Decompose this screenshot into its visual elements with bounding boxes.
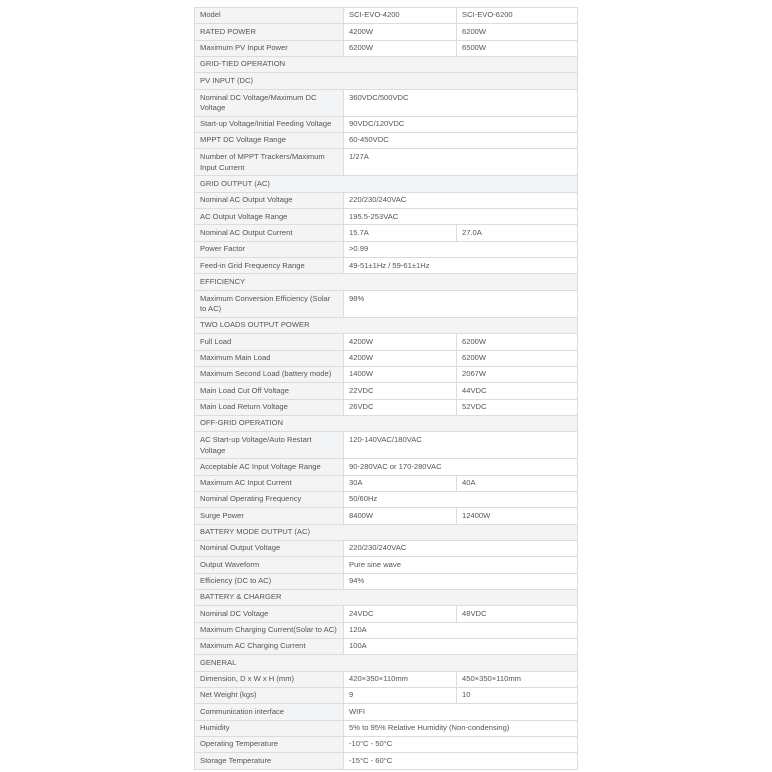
spec-value-model-2: 6200W: [457, 24, 578, 40]
spec-label: Surge Power: [195, 508, 344, 524]
section-header-row: [195, 274, 578, 290]
spec-row: [195, 606, 578, 622]
spec-label: Maximum Conversion Efficiency (Solar to AC): [195, 290, 344, 317]
spec-label: Maximum Charging Current(Solar to AC): [195, 622, 344, 638]
section-header-row: [195, 655, 578, 671]
spec-value: Pure sine wave: [344, 557, 578, 573]
spec-value-model-1: 4200W: [344, 24, 457, 40]
spec-label: AC Output Voltage Range: [195, 209, 344, 225]
section-header-row: [195, 73, 578, 89]
section-title: OFF-GRID OPERATION: [195, 415, 578, 431]
spec-label: Nominal Output Voltage: [195, 540, 344, 556]
spec-value: 360VDC/500VDC: [344, 89, 578, 116]
spec-label: Maximum AC Charging Current: [195, 639, 344, 655]
section-title: GENERAL: [195, 655, 578, 671]
spec-value-model-1: 420×350×110mm: [344, 671, 457, 687]
spec-label: Communication interface: [195, 704, 344, 720]
spec-row: [195, 399, 578, 415]
spec-value-model-1: 9: [344, 688, 457, 704]
spec-row: [195, 491, 578, 507]
section-header-row: [195, 317, 578, 333]
spec-value: 220/230/240VAC: [344, 192, 578, 208]
spec-label: RATED POWER: [195, 24, 344, 40]
spec-row: [195, 225, 578, 241]
spec-label: Start-up Voltage/Initial Feeding Voltage: [195, 116, 344, 132]
spec-row: [195, 8, 578, 24]
spec-row: [195, 639, 578, 655]
spec-value-model-1: 22VDC: [344, 383, 457, 399]
spec-row: [195, 116, 578, 132]
spec-row: [195, 704, 578, 720]
spec-label: Nominal AC Output Voltage: [195, 192, 344, 208]
spec-value: 120A: [344, 622, 578, 638]
spec-value: 94%: [344, 573, 578, 589]
spec-value-model-1: 4200W: [344, 334, 457, 350]
spec-label: Storage Temperature: [195, 753, 344, 769]
spec-value-model-1: 26VDC: [344, 399, 457, 415]
spec-value: 90VDC/120VDC: [344, 116, 578, 132]
spec-value: 195.5-253VAC: [344, 209, 578, 225]
spec-row: [195, 753, 578, 769]
spec-value-model-2: 52VDC: [457, 399, 578, 415]
spec-label: Model: [195, 8, 344, 24]
spec-value: 49-51±1Hz / 59-61±1Hz: [344, 258, 578, 274]
spec-value-model-1: SCI-EVO-4200: [344, 8, 457, 24]
spec-label: Maximum AC Input Current: [195, 475, 344, 491]
section-title: PV INPUT (DC): [195, 73, 578, 89]
spec-label: Power Factor: [195, 241, 344, 257]
spec-value: 60-450VDC: [344, 133, 578, 149]
spec-label: Full Load: [195, 334, 344, 350]
spec-value: -10°C - 50°C: [344, 737, 578, 753]
spec-value-model-2: 6200W: [457, 334, 578, 350]
spec-row: [195, 334, 578, 350]
spec-label: Nominal AC Output Current: [195, 225, 344, 241]
spec-table-body: [195, 8, 578, 770]
spec-value-model-1: 15.7A: [344, 225, 457, 241]
section-header-row: [195, 176, 578, 192]
spec-row: [195, 40, 578, 56]
spec-row: [195, 192, 578, 208]
spec-label: MPPT DC Voltage Range: [195, 133, 344, 149]
spec-table: [194, 7, 578, 770]
spec-value-model-2: 44VDC: [457, 383, 578, 399]
spec-row: [195, 241, 578, 257]
spec-row: [195, 737, 578, 753]
spec-value: >0.99: [344, 241, 578, 257]
spec-value: 50/60Hz: [344, 491, 578, 507]
spec-row: [195, 149, 578, 176]
spec-row: [195, 258, 578, 274]
spec-row: [195, 671, 578, 687]
spec-row: [195, 622, 578, 638]
spec-label: Nominal DC Voltage: [195, 606, 344, 622]
spec-label: Efficiency (DC to AC): [195, 573, 344, 589]
section-title: GRID-TIED OPERATION: [195, 57, 578, 73]
spec-value-model-1: 6200W: [344, 40, 457, 56]
spec-value: -15°C - 60°C: [344, 753, 578, 769]
spec-row: [195, 459, 578, 475]
section-title: BATTERY & CHARGER: [195, 589, 578, 605]
spec-label: Dimension, D x W x H (mm): [195, 671, 344, 687]
spec-value-model-2: 2067W: [457, 366, 578, 382]
section-header-row: [195, 57, 578, 73]
spec-row: [195, 24, 578, 40]
spec-row: [195, 89, 578, 116]
section-title: TWO LOADS OUTPUT POWER: [195, 317, 578, 333]
spec-value-model-1: 1400W: [344, 366, 457, 382]
spec-value-model-1: 8400W: [344, 508, 457, 524]
spec-value-model-1: 30A: [344, 475, 457, 491]
spec-row: [195, 133, 578, 149]
spec-label: AC Start-up Voltage/Auto Restart Voltage: [195, 432, 344, 459]
section-header-row: [195, 589, 578, 605]
spec-row: [195, 573, 578, 589]
spec-value-model-2: 450×350×110mm: [457, 671, 578, 687]
spec-label: Main Load Cut Off Voltage: [195, 383, 344, 399]
spec-row: [195, 540, 578, 556]
spec-value-model-2: 6500W: [457, 40, 578, 56]
spec-value-model-1: 4200W: [344, 350, 457, 366]
spec-row: [195, 720, 578, 736]
section-header-row: [195, 415, 578, 431]
spec-value: 100A: [344, 639, 578, 655]
spec-label: Net Weight (kgs): [195, 688, 344, 704]
spec-label: Maximum PV Input Power: [195, 40, 344, 56]
section-title: GRID OUTPUT (AC): [195, 176, 578, 192]
section-title: EFFICIENCY: [195, 274, 578, 290]
spec-value-model-2: 48VDC: [457, 606, 578, 622]
spec-label: Humidity: [195, 720, 344, 736]
spec-value-model-2: 12400W: [457, 508, 578, 524]
spec-value: 98%: [344, 290, 578, 317]
spec-row: [195, 475, 578, 491]
spec-label: Acceptable AC Input Voltage Range: [195, 459, 344, 475]
spec-row: [195, 432, 578, 459]
spec-row: [195, 508, 578, 524]
spec-value-model-1: 24VDC: [344, 606, 457, 622]
spec-label: Maximum Second Load (battery mode): [195, 366, 344, 382]
section-header-row: [195, 524, 578, 540]
spec-row: [195, 209, 578, 225]
section-title: BATTERY MODE OUTPUT (AC): [195, 524, 578, 540]
spec-row: [195, 688, 578, 704]
spec-label: Feed-in Grid Frequency Range: [195, 258, 344, 274]
spec-row: [195, 350, 578, 366]
spec-label: Number of MPPT Trackers/Maximum Input Current: [195, 149, 344, 176]
spec-value-model-2: 40A: [457, 475, 578, 491]
spec-row: [195, 366, 578, 382]
spec-label: Nominal Operating Frequency: [195, 491, 344, 507]
spec-value-model-2: 6200W: [457, 350, 578, 366]
spec-value: WIFI: [344, 704, 578, 720]
spec-row: [195, 557, 578, 573]
spec-value: 1/27A: [344, 149, 578, 176]
spec-value: 5% to 95% Relative Humidity (Non-condensing): [344, 720, 578, 736]
spec-label: Main Load Return Voltage: [195, 399, 344, 415]
spec-label: Output Waveform: [195, 557, 344, 573]
spec-label: Nominal DC Voltage/Maximum DC Voltage: [195, 89, 344, 116]
spec-value: 120-140VAC/180VAC: [344, 432, 578, 459]
spec-row: [195, 383, 578, 399]
spec-value: 220/230/240VAC: [344, 540, 578, 556]
spec-row: [195, 290, 578, 317]
spec-value-model-2: 10: [457, 688, 578, 704]
spec-label: Operating Temperature: [195, 737, 344, 753]
spec-value: 90-280VAC or 170-280VAC: [344, 459, 578, 475]
spec-value-model-2: SCI-EVO-6200: [457, 8, 578, 24]
spec-label: Maximum Main Load: [195, 350, 344, 366]
spec-value-model-2: 27.0A: [457, 225, 578, 241]
